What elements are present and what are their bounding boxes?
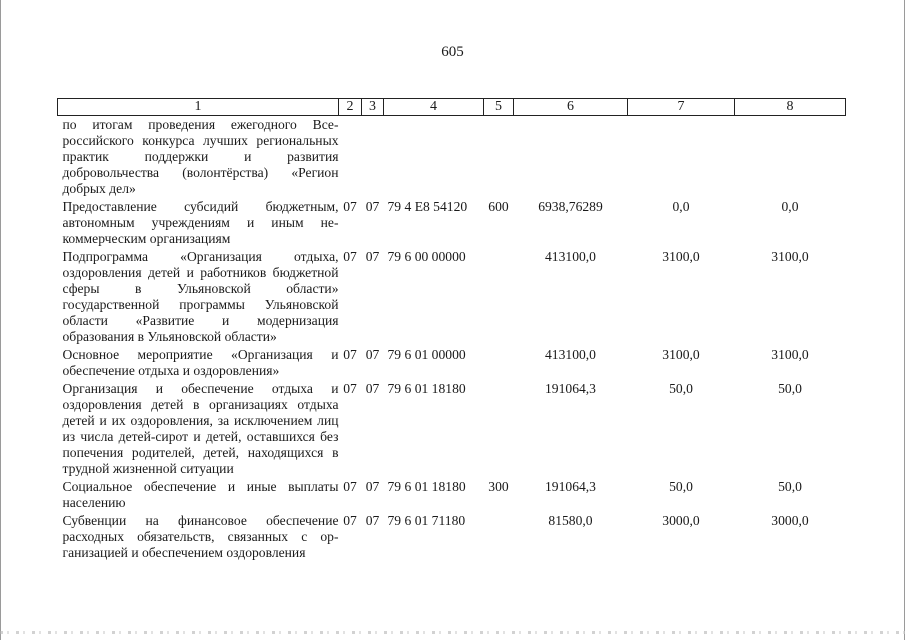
scan-edge-noise bbox=[0, 631, 905, 634]
row-target-article bbox=[384, 116, 484, 200]
row-name: Предоставление субсидий бюджетным, автономным учреждениям и иным некоммерческим организациям bbox=[62, 199, 339, 246]
row-name: по итогам проведения ежегодного Всероссийского конкурса лучших региональных практик поддержки и развития добровольчества (волонтёрства) «Регион добрых дел» bbox=[62, 117, 339, 196]
row-name: Основное мероприятие «Организация и обеспечение отдыха и оздоровления» bbox=[62, 347, 339, 378]
row-value-3: 0,0 bbox=[781, 199, 799, 214]
row-value-3: 50,0 bbox=[778, 381, 802, 396]
row-section bbox=[339, 116, 362, 200]
row-target-article: 79 4 E8 54120 bbox=[387, 199, 468, 214]
row-value-1: 81580,0 bbox=[548, 513, 593, 528]
row-value-1: 6938,76289 bbox=[538, 199, 603, 214]
row-value-2: 0,0 bbox=[672, 199, 690, 214]
row-subsection: 07 bbox=[365, 381, 380, 396]
row-subsection: 07 bbox=[365, 479, 380, 494]
row-value-3: 3100,0 bbox=[771, 249, 809, 264]
row-subsection: 07 bbox=[365, 249, 380, 264]
row-section: 07 bbox=[343, 347, 357, 362]
header-col-3: 3 bbox=[362, 99, 384, 116]
header-col-6: 6 bbox=[514, 99, 628, 116]
header-col-1: 1 bbox=[58, 99, 339, 116]
row-value-2: 50,0 bbox=[669, 479, 693, 494]
row-value-1: 191064,3 bbox=[545, 381, 596, 396]
row-value-2: 3100,0 bbox=[662, 347, 700, 362]
row-subsection: 07 bbox=[365, 199, 380, 214]
row-section: 07 bbox=[343, 479, 357, 494]
header-col-5: 5 bbox=[484, 99, 514, 116]
table-row bbox=[58, 199, 846, 249]
row-section: 07 bbox=[343, 381, 357, 396]
row-section: 07 bbox=[343, 199, 357, 214]
table-header-row bbox=[58, 99, 846, 116]
table-row bbox=[58, 381, 846, 479]
row-name: Социальное обеспечение и иные выплаты населению bbox=[62, 479, 339, 510]
row-value-3: 50,0 bbox=[778, 479, 802, 494]
page-number: 605 bbox=[441, 44, 464, 60]
row-expense-type: 300 bbox=[488, 479, 509, 494]
row-target-article: 79 6 01 71180 bbox=[387, 513, 466, 528]
row-target-article: 79 6 01 00000 bbox=[387, 347, 466, 362]
row-expense-type bbox=[484, 513, 514, 563]
row-expense-type bbox=[484, 347, 514, 381]
table-row bbox=[58, 249, 846, 347]
row-target-article: 79 6 01 18180 bbox=[387, 479, 466, 494]
row-subsection bbox=[362, 116, 384, 200]
row-expense-type bbox=[484, 381, 514, 479]
row-value-1: 413100,0 bbox=[545, 249, 596, 264]
row-section: 07 bbox=[343, 249, 357, 264]
row-value-1: 413100,0 bbox=[545, 347, 596, 362]
row-subsection: 07 bbox=[365, 347, 380, 362]
row-name: Субвенции на финансовое обеспечение расходных обязательств, связанных с организацией и обеспечением оздоровления bbox=[62, 513, 339, 560]
row-section: 07 bbox=[343, 513, 357, 528]
row-target-article: 79 6 01 18180 bbox=[387, 381, 466, 396]
table-row bbox=[58, 513, 846, 563]
row-expense-type bbox=[484, 249, 514, 347]
row-value-2: 3100,0 bbox=[662, 249, 700, 264]
row-value-3 bbox=[735, 116, 846, 200]
row-expense-type: 600 bbox=[488, 199, 509, 214]
row-name: Подпрограмма «Организация отдыха, оздоровления детей и работников бюджетной сферы в Ульяновской области» государственной программы Ульяновской области «Развитие и модернизация образования в Ульяновской области» bbox=[62, 249, 339, 344]
budget-table bbox=[57, 98, 846, 563]
row-subsection: 07 bbox=[365, 513, 380, 528]
row-value-1 bbox=[514, 116, 628, 200]
header-col-4: 4 bbox=[384, 99, 484, 116]
table-row bbox=[58, 479, 846, 513]
row-value-1: 191064,3 bbox=[545, 479, 596, 494]
row-value-2 bbox=[628, 116, 735, 200]
table-row bbox=[58, 116, 846, 200]
header-col-7: 7 bbox=[628, 99, 735, 116]
table-row bbox=[58, 347, 846, 381]
row-value-2: 50,0 bbox=[669, 381, 693, 396]
row-name: Организация и обеспечение отдыха и оздоровления детей в организациях отдыха детей и их оздоровления, за исключением лиц из числа детей-сирот и детей, оставшихся без попечения родителей, детей, находящихся в трудной жизненной ситуации bbox=[62, 381, 339, 476]
row-expense-type bbox=[484, 116, 514, 200]
row-value-3: 3000,0 bbox=[771, 513, 809, 528]
row-value-2: 3000,0 bbox=[662, 513, 700, 528]
header-col-2: 2 bbox=[339, 99, 362, 116]
row-value-3: 3100,0 bbox=[771, 347, 809, 362]
header-col-8: 8 bbox=[735, 99, 846, 116]
row-target-article: 79 6 00 00000 bbox=[387, 249, 466, 264]
